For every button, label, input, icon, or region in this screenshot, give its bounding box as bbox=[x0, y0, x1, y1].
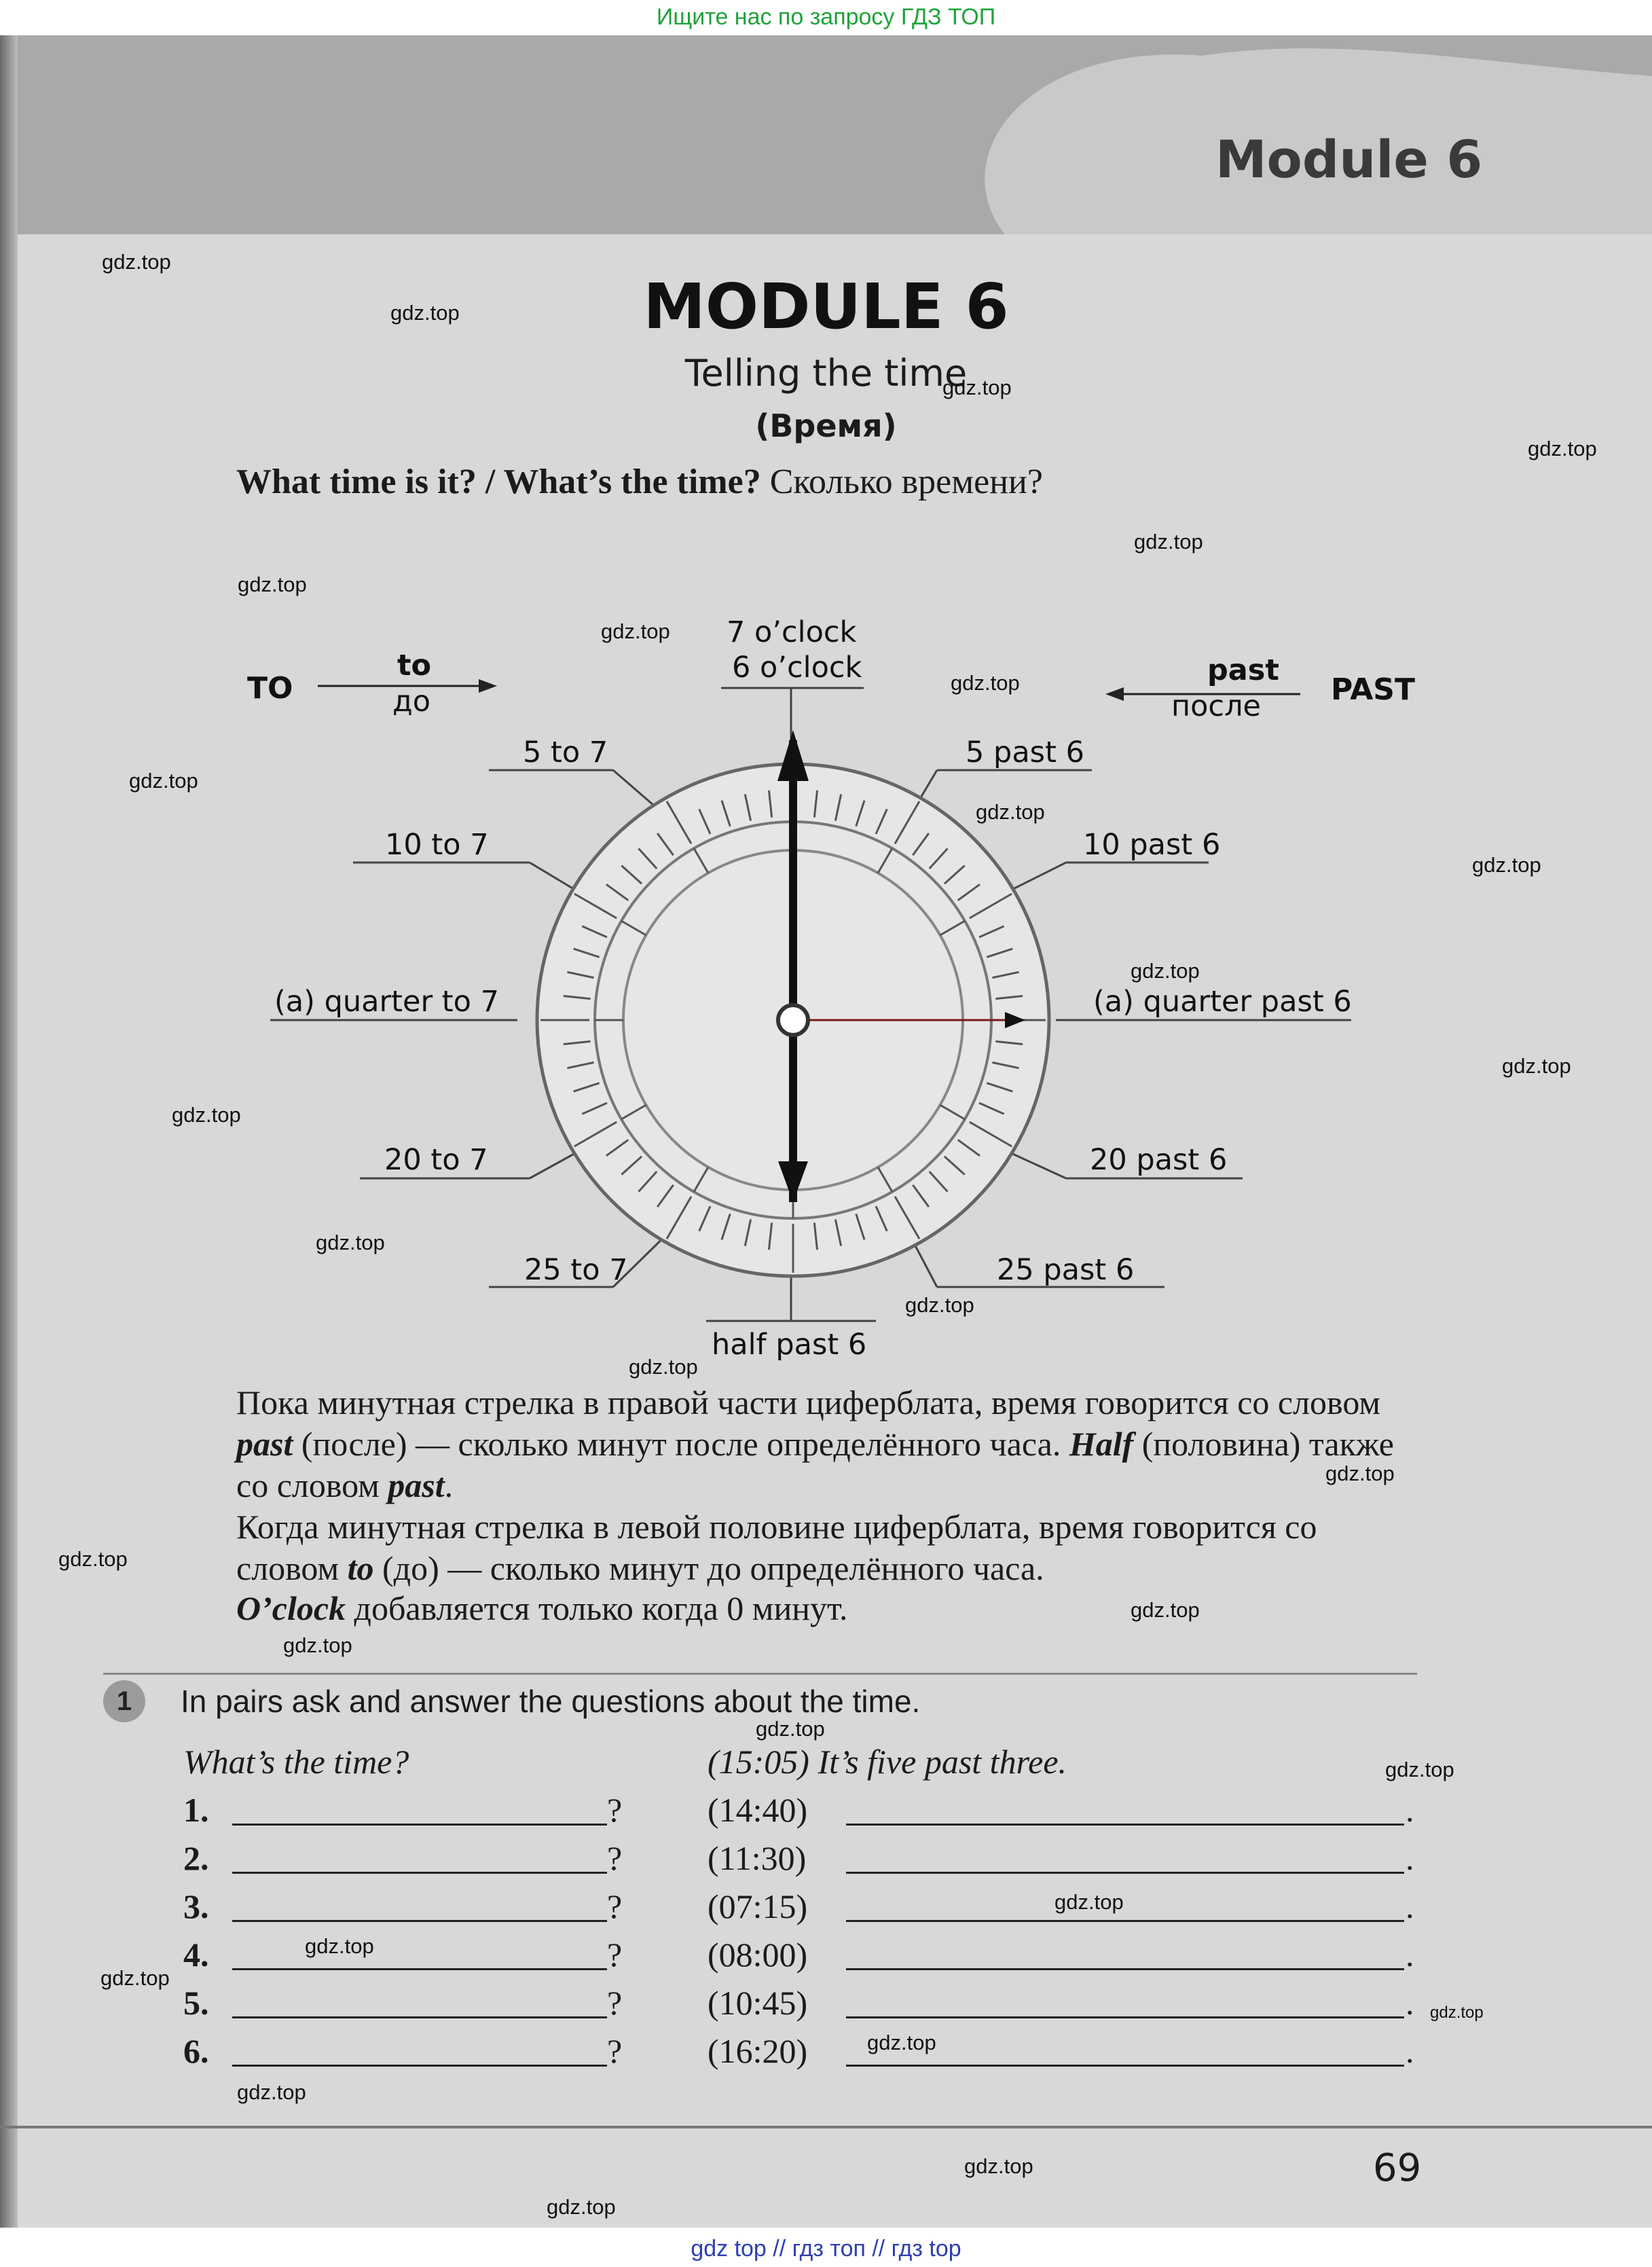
watermark: gdz.top bbox=[172, 1103, 241, 1127]
label-half-past-6: half past 6 bbox=[712, 1328, 867, 1362]
watermark: gdz.top bbox=[601, 619, 670, 643]
watermark: gdz.top bbox=[1502, 1054, 1571, 1078]
row-3-dot: . bbox=[1406, 1887, 1414, 1925]
keyword-past-2: past bbox=[388, 1466, 445, 1504]
row-1-answer-blank[interactable] bbox=[846, 1822, 1404, 1826]
row-1-number: 1. bbox=[183, 1791, 209, 1829]
label-7-oclock: 7 o’clock bbox=[727, 615, 857, 649]
keyword-to: to bbox=[347, 1549, 374, 1587]
footer-rule bbox=[0, 2126, 1652, 2128]
row-2-qmark: ? bbox=[607, 1839, 623, 1877]
exercise-instruction: In pairs ask and answer the questions about the time. bbox=[181, 1684, 921, 1719]
explanation-paragraph-past: Пока минутная стрелка в правой части циферблата, время говорится со словом past (после) — сколько минут после определённого часа. Half (половина) также со словом past. bbox=[236, 1383, 1394, 1504]
row-6-qmark: ? bbox=[607, 2032, 623, 2070]
row-2-dot: . bbox=[1406, 1839, 1414, 1877]
clock-past-ru: после bbox=[1171, 689, 1262, 723]
time-question-ru: Сколько времени? bbox=[760, 463, 1043, 501]
section-subtitle-translation: (Время) bbox=[755, 407, 897, 444]
clock-to-label: TO bbox=[247, 671, 293, 706]
row-1-qmark: ? bbox=[607, 1791, 623, 1829]
watermark: gdz.top bbox=[756, 1717, 825, 1741]
row-2-number: 2. bbox=[183, 1839, 209, 1877]
example-answer: (15:05) It’s five past three. bbox=[708, 1743, 1067, 1781]
module-tab-label: Module 6 bbox=[1215, 129, 1483, 189]
bottom-banner-link[interactable]: gdz top // гдз топ // гдз top bbox=[691, 2236, 961, 2262]
clock-to-word: to bbox=[397, 649, 432, 683]
row-4-question-blank[interactable] bbox=[232, 1967, 607, 1970]
example-question: What’s the time? bbox=[183, 1743, 409, 1781]
watermark: gdz.top bbox=[100, 1966, 170, 1990]
watermark: gdz.top bbox=[58, 1547, 128, 1571]
clock-past-word: past bbox=[1207, 653, 1279, 687]
row-1-dot: . bbox=[1406, 1791, 1414, 1829]
exercise-number-badge: 1 bbox=[103, 1680, 145, 1722]
row-3-qmark: ? bbox=[607, 1887, 623, 1925]
label-5-past-6: 5 past 6 bbox=[966, 736, 1084, 769]
watermark: gdz.top bbox=[283, 1633, 352, 1657]
time-question bbox=[236, 462, 1043, 502]
label-5-to-7: 5 to 7 bbox=[523, 736, 608, 769]
row-4-dot: . bbox=[1406, 1936, 1414, 1974]
label-6-oclock: 6 o’clock bbox=[732, 651, 862, 685]
row-5-dot: . bbox=[1406, 1984, 1414, 2022]
watermark: gdz.top bbox=[129, 769, 198, 793]
row-3-number: 3. bbox=[183, 1887, 209, 1925]
row-6-question-blank[interactable] bbox=[232, 2063, 607, 2067]
watermark: gdz.top bbox=[390, 301, 460, 325]
top-banner-link[interactable]: Ищите нас по запросу ГДЗ ТОП bbox=[656, 4, 996, 30]
label-10-to-7: 10 to 7 bbox=[385, 828, 489, 862]
page-number: 69 bbox=[1373, 2146, 1422, 2190]
exercise-divider bbox=[103, 1673, 1417, 1675]
watermark: gdz.top bbox=[905, 1293, 974, 1317]
label-25-past-6: 25 past 6 bbox=[997, 1253, 1135, 1287]
row-6-dot: . bbox=[1406, 2032, 1414, 2070]
hand-arrow-up bbox=[777, 730, 809, 781]
row-2-answer-blank[interactable] bbox=[846, 1870, 1404, 1874]
watermark: gdz.top bbox=[305, 1934, 374, 1958]
watermark: gdz.top bbox=[1134, 530, 1203, 554]
watermark: gdz.top bbox=[1131, 959, 1200, 983]
row-3-question-blank[interactable] bbox=[232, 1919, 607, 1922]
watermark: gdz.top bbox=[547, 2195, 616, 2219]
section-subtitle: Telling the time bbox=[684, 352, 968, 395]
watermark: gdz.top bbox=[951, 671, 1020, 695]
row-4-number: 4. bbox=[183, 1936, 209, 1974]
keyword-oclock: O’clock bbox=[236, 1589, 346, 1627]
row-1-time: (14:40) bbox=[708, 1791, 808, 1829]
clock-past-label: PAST bbox=[1331, 672, 1415, 707]
row-5-number: 5. bbox=[183, 1984, 209, 2022]
watermark: gdz.top bbox=[1430, 2003, 1484, 2022]
label-quarter-past-6: (a) quarter past 6 bbox=[1093, 985, 1352, 1019]
row-4-qmark: ? bbox=[607, 1936, 623, 1974]
row-6-time: (16:20) bbox=[708, 2032, 808, 2070]
row-5-time: (10:45) bbox=[708, 1984, 808, 2022]
watermark: gdz.top bbox=[629, 1355, 698, 1379]
time-question-en: What time is it? / What’s the time? bbox=[236, 463, 761, 501]
page-title: MODULE 6 bbox=[643, 270, 1009, 343]
keyword-half: Half bbox=[1069, 1425, 1134, 1463]
watermark: gdz.top bbox=[316, 1231, 385, 1254]
watermark: gdz.top bbox=[976, 800, 1045, 824]
watermark: gdz.top bbox=[1385, 1758, 1454, 1781]
row-3-time: (07:15) bbox=[708, 1887, 808, 1925]
watermark: gdz.top bbox=[867, 2031, 936, 2054]
clock-to-ru: до bbox=[392, 685, 431, 719]
clock-center bbox=[778, 1005, 808, 1035]
row-2-question-blank[interactable] bbox=[232, 1870, 607, 1874]
label-20-to-7: 20 to 7 bbox=[384, 1143, 488, 1177]
explanation-paragraph-to: Когда минутная стрелка в левой половине циферблата, время говорится со словом to (до) — сколько минут до определённого часа. bbox=[236, 1508, 1317, 1587]
watermark: gdz.top bbox=[1325, 1462, 1395, 1485]
watermark: gdz.top bbox=[237, 2080, 306, 2104]
label-10-past-6: 10 past 6 bbox=[1083, 828, 1221, 862]
explanation-paragraph-oclock: O’clock добавляется только когда 0 минут. bbox=[236, 1589, 848, 1627]
watermark: gdz.top bbox=[964, 2154, 1033, 2178]
row-5-answer-blank[interactable] bbox=[846, 2015, 1404, 2018]
label-25-to-7: 25 to 7 bbox=[524, 1253, 628, 1287]
watermark: gdz.top bbox=[1472, 853, 1541, 877]
row-1-question-blank[interactable] bbox=[232, 1822, 607, 1826]
row-5-question-blank[interactable] bbox=[232, 2015, 607, 2018]
row-4-time: (08:00) bbox=[708, 1936, 808, 1974]
watermark: gdz.top bbox=[942, 376, 1012, 399]
label-20-past-6: 20 past 6 bbox=[1090, 1143, 1228, 1177]
label-quarter-to-7: (a) quarter to 7 bbox=[274, 985, 500, 1019]
row-6-answer-blank[interactable] bbox=[846, 2063, 1404, 2067]
row-5-qmark: ? bbox=[607, 1984, 623, 2022]
row-6-number: 6. bbox=[183, 2032, 209, 2070]
row-3-answer-blank[interactable] bbox=[846, 1919, 1404, 1922]
row-2-time: (11:30) bbox=[708, 1839, 807, 1877]
row-4-answer-blank[interactable] bbox=[846, 1967, 1404, 1970]
watermark: gdz.top bbox=[102, 250, 171, 274]
watermark: gdz.top bbox=[1131, 1598, 1200, 1622]
watermark: gdz.top bbox=[1528, 437, 1597, 460]
watermark: gdz.top bbox=[1054, 1890, 1124, 1914]
watermark: gdz.top bbox=[238, 573, 307, 596]
keyword-past: past bbox=[236, 1425, 293, 1463]
